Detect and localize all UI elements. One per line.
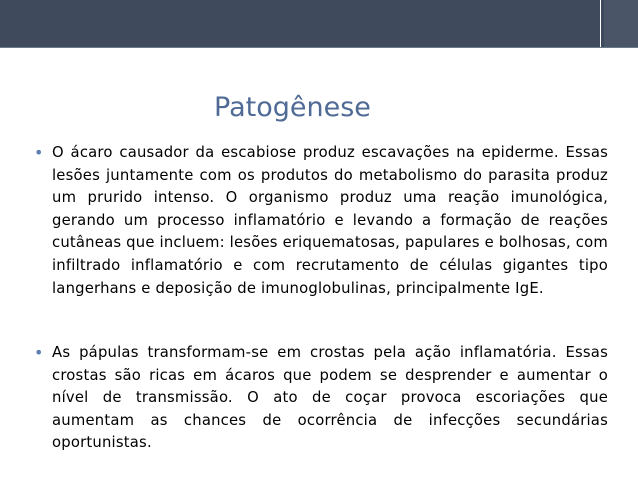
bullet-text-1: O ácaro causador da escabiose produz escavações na epiderme. Essas lesões juntamente com os produtos do metabolismo do parasita produz um prurido intenso. O organismo produz uma reação imunológica, gerando um processo inflamatório e levando a formação de reações cutâneas que incluem: lesões eriquematosas, papulares e bolhosas, com infiltrado inflamatório e com recrutamento de células gigantes tipo langerhans e deposição de imunoglobulinas, principalmente IgE. — [52, 144, 608, 297]
top-banner — [0, 0, 600, 48]
corner-accent — [604, 0, 638, 48]
bullet-marker-1: • — [34, 143, 44, 162]
banner-divider — [600, 0, 601, 48]
slide-title: Patogênese — [214, 92, 371, 123]
bullet-text-2: As pápulas transformam-se em crostas pela ação inflamatória. Essas crostas são ricas em ácaros que podem se desprender e aumentar o nível de transmissão. O ato de coçar provoca escoriações que aumentam as chances de ocorrência de infecções secundárias oportunistas. — [52, 344, 608, 452]
bullet-marker-2: • — [34, 343, 44, 362]
banner-underline — [0, 47, 638, 48]
